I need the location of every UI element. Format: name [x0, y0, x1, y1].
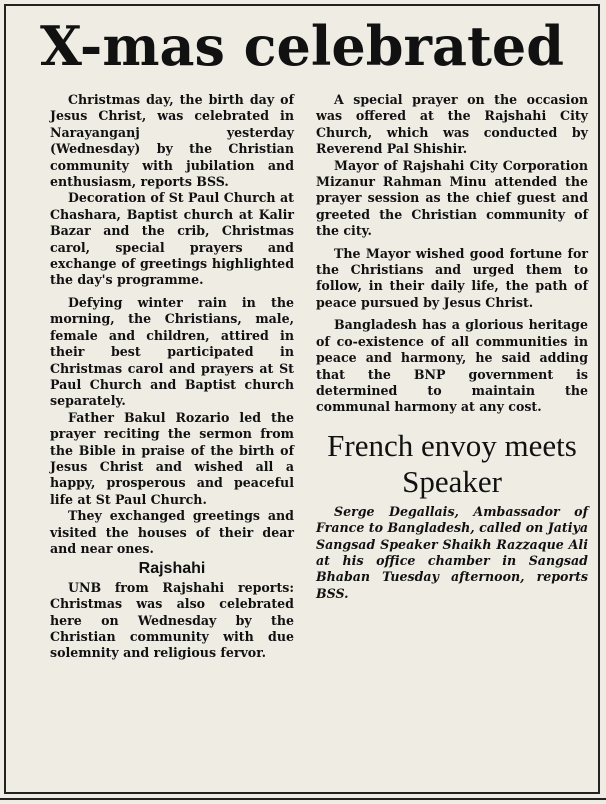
headline: X-mas celebrated — [39, 14, 565, 78]
paragraph: Bangladesh has a glorious heritage of co-existence of all communities in peace and harmony, he said adding that the BNP government is determined to maintain the communal harmony at any cost. — [316, 317, 588, 415]
headline-french-envoy: French envoy meets Speaker — [327, 427, 577, 499]
paragraph: UNB from Rajshahi reports: Christmas was also celebrated here on Wednesday by the Christian community with due solemnity and religious fervor. — [50, 579, 294, 661]
column-right — [316, 92, 588, 602]
paragraph: A special prayer on the occasion was offered at the Rajshahi City Church, which was conducted by Reverend Pal Shishir. — [316, 92, 588, 157]
paragraph: The Mayor wished good fortune for the Christians and urged them to follow, in their daily life, the path of peace pursued by Jesus Christ. — [316, 245, 588, 310]
paragraph: Father Bakul Rozario led the prayer reciting the sermon from the Bible in praise of the birth of Jesus Christ and wished all a happy, prosperous and peaceful life at St Paul Church. — [50, 409, 294, 507]
paragraph: Mayor of Rajshahi City Corporation Mizanur Rahman Minu attended the prayer session as the chief guest and greeted the Christian community of the city. — [316, 157, 588, 239]
bottom-rule — [0, 798, 606, 800]
paragraph: Christmas day, the birth day of Jesus Christ, was celebrated in Narayanganj yesterday (Wednesday) by the Christian community with jubilation and enthusiasm, reports BSS. — [50, 92, 294, 190]
subheading-rajshahi: Rajshahi — [138, 560, 206, 578]
paragraph: Defying winter rain in the morning, the Christians, male, female and children, attired in their best participated in Christmas carol and prayers at St Paul Church and Baptist church separately. — [50, 294, 294, 409]
paragraph: Decoration of St Paul Church at Chashara, Baptist church at Kalir Bazar and the crib, Christmas carol, special prayers and exchange of greetings highlighted the day's programme. — [50, 190, 294, 288]
column-left — [50, 92, 294, 662]
paragraph: They exchanged greetings and visited the houses of their dear and near ones. — [50, 508, 294, 556]
paragraph: Serge Degallais, Ambassador of France to Bangladesh, called on Jatiya Sangsad Speaker Shaikh Razzaque Ali at his office chamber in Sangsad Bhaban Tuesday afternoon, reports BSS. — [316, 503, 588, 601]
news-clipping — [4, 4, 600, 794]
